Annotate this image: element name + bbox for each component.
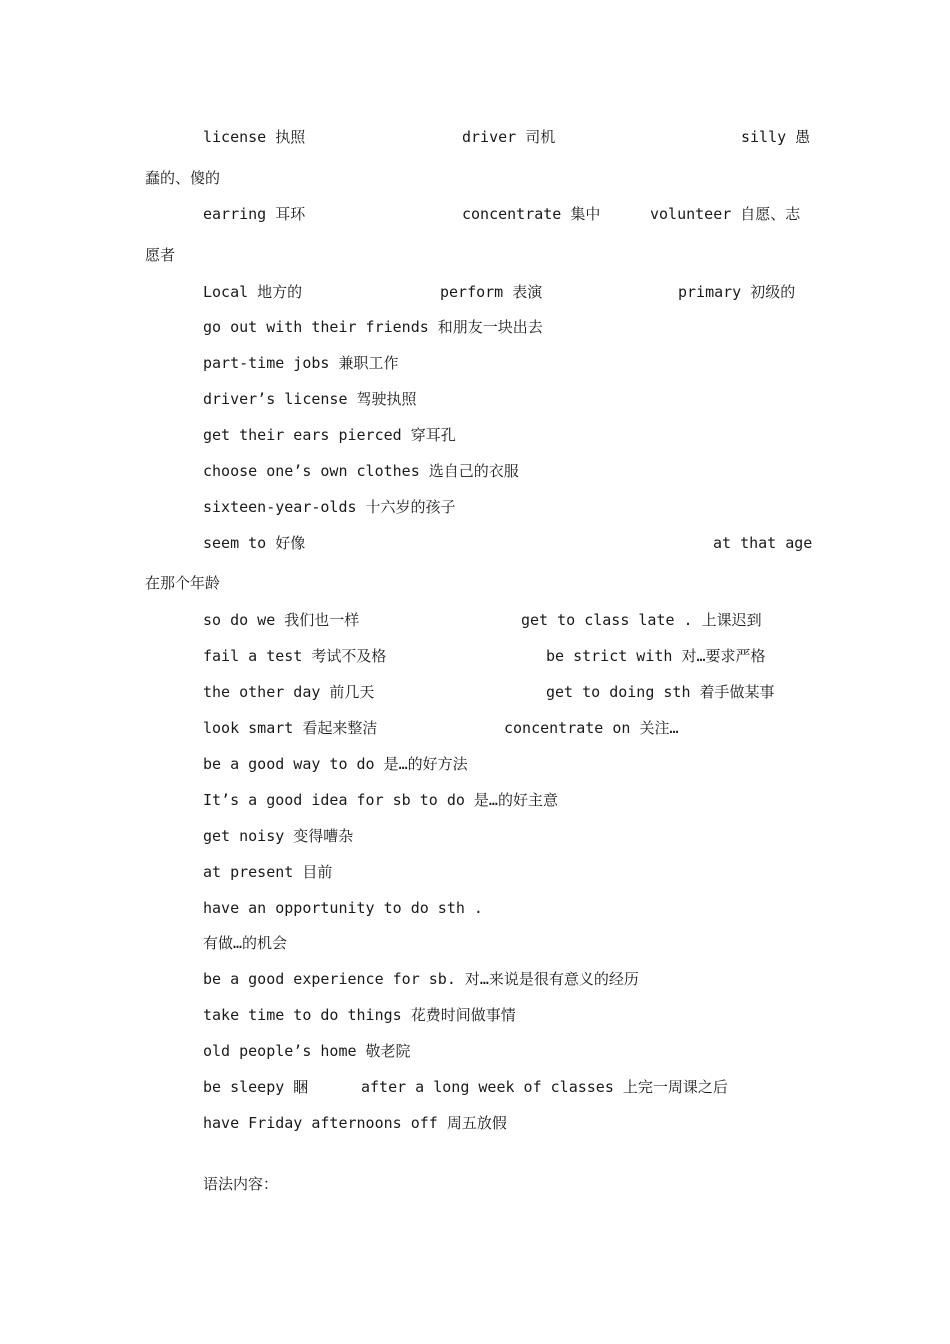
phrase-line: part-time jobs 兼职工作 [203,354,399,372]
phrase-line: get noisy 变得嘈杂 [203,827,354,845]
vocab-license: license 执照 [203,128,306,146]
phrase-the-other-day: the other day 前几天 [203,683,375,701]
phrase-fail-a-test: fail a test 考试不及格 [203,647,387,665]
phrase-line: get their ears pierced 穿耳孔 [203,426,456,444]
vocab-earring: earring 耳环 [203,205,306,223]
phrase-line: sixteen-year-olds 十六岁的孩子 [203,498,456,516]
phrase-line: 有做…的机会 [203,934,288,952]
grammar-heading: 语法内容： [203,1175,279,1193]
phrase-seem-to: seem to 好像 [203,534,306,552]
phrase-after-a-long-week: after a long week of classes 上完一周课之后 [361,1078,728,1096]
phrase-friday-off: have Friday afternoons off 周五放假 [203,1114,507,1132]
phrase-be-strict-with: be strict with 对…要求严格 [546,647,766,665]
vocab-primary: primary 初级的 [678,283,796,301]
phrase-look-smart: look smart 看起来整洁 [203,719,378,737]
phrase-line: driver’s license 驾驶执照 [203,390,417,408]
phrase-line: go out with their friends 和朋友一块出去 [203,318,543,336]
vocab-local: Local 地方的 [203,283,303,301]
phrase-line: be a good way to do 是…的好方法 [203,755,468,773]
vocab-perform: perform 表演 [440,283,543,301]
vocab-volunteer-cont: 愿者 [145,246,176,264]
phrase-line: It’s a good idea for sb to do 是…的好主意 [203,791,558,809]
phrase-line: take time to do things 花费时间做事情 [203,1006,516,1024]
phrase-line: choose one’s own clothes 选自己的衣服 [203,462,519,480]
vocab-silly-cont: 蠢的、傻的 [145,169,221,187]
phrase-be-sleepy: be sleepy 睏 [203,1078,309,1096]
vocab-driver: driver 司机 [462,128,556,146]
vocab-concentrate: concentrate 集中 [462,205,601,223]
vocab-silly: silly 愚 [741,128,811,146]
phrase-line: have an opportunity to do sth . [203,899,483,917]
phrase-so-do-we: so do we 我们也一样 [203,611,360,629]
phrase-concentrate-on: concentrate on 关注… [504,719,679,737]
phrase-line: be a good experience for sb. 对…来说是很有意义的经历 [203,970,639,988]
vocab-volunteer: volunteer 自愿、志 [650,205,801,223]
phrase-at-that-age: at that age [713,534,813,552]
phrase-at-that-age-cont: 在那个年龄 [145,574,221,592]
phrase-line: at present 目前 [203,863,333,881]
phrase-get-to-doing: get to doing sth 着手做某事 [546,683,775,701]
phrase-get-to-class-late: get to class late . 上课迟到 [521,611,762,629]
phrase-line: old people’s home 敬老院 [203,1042,411,1060]
